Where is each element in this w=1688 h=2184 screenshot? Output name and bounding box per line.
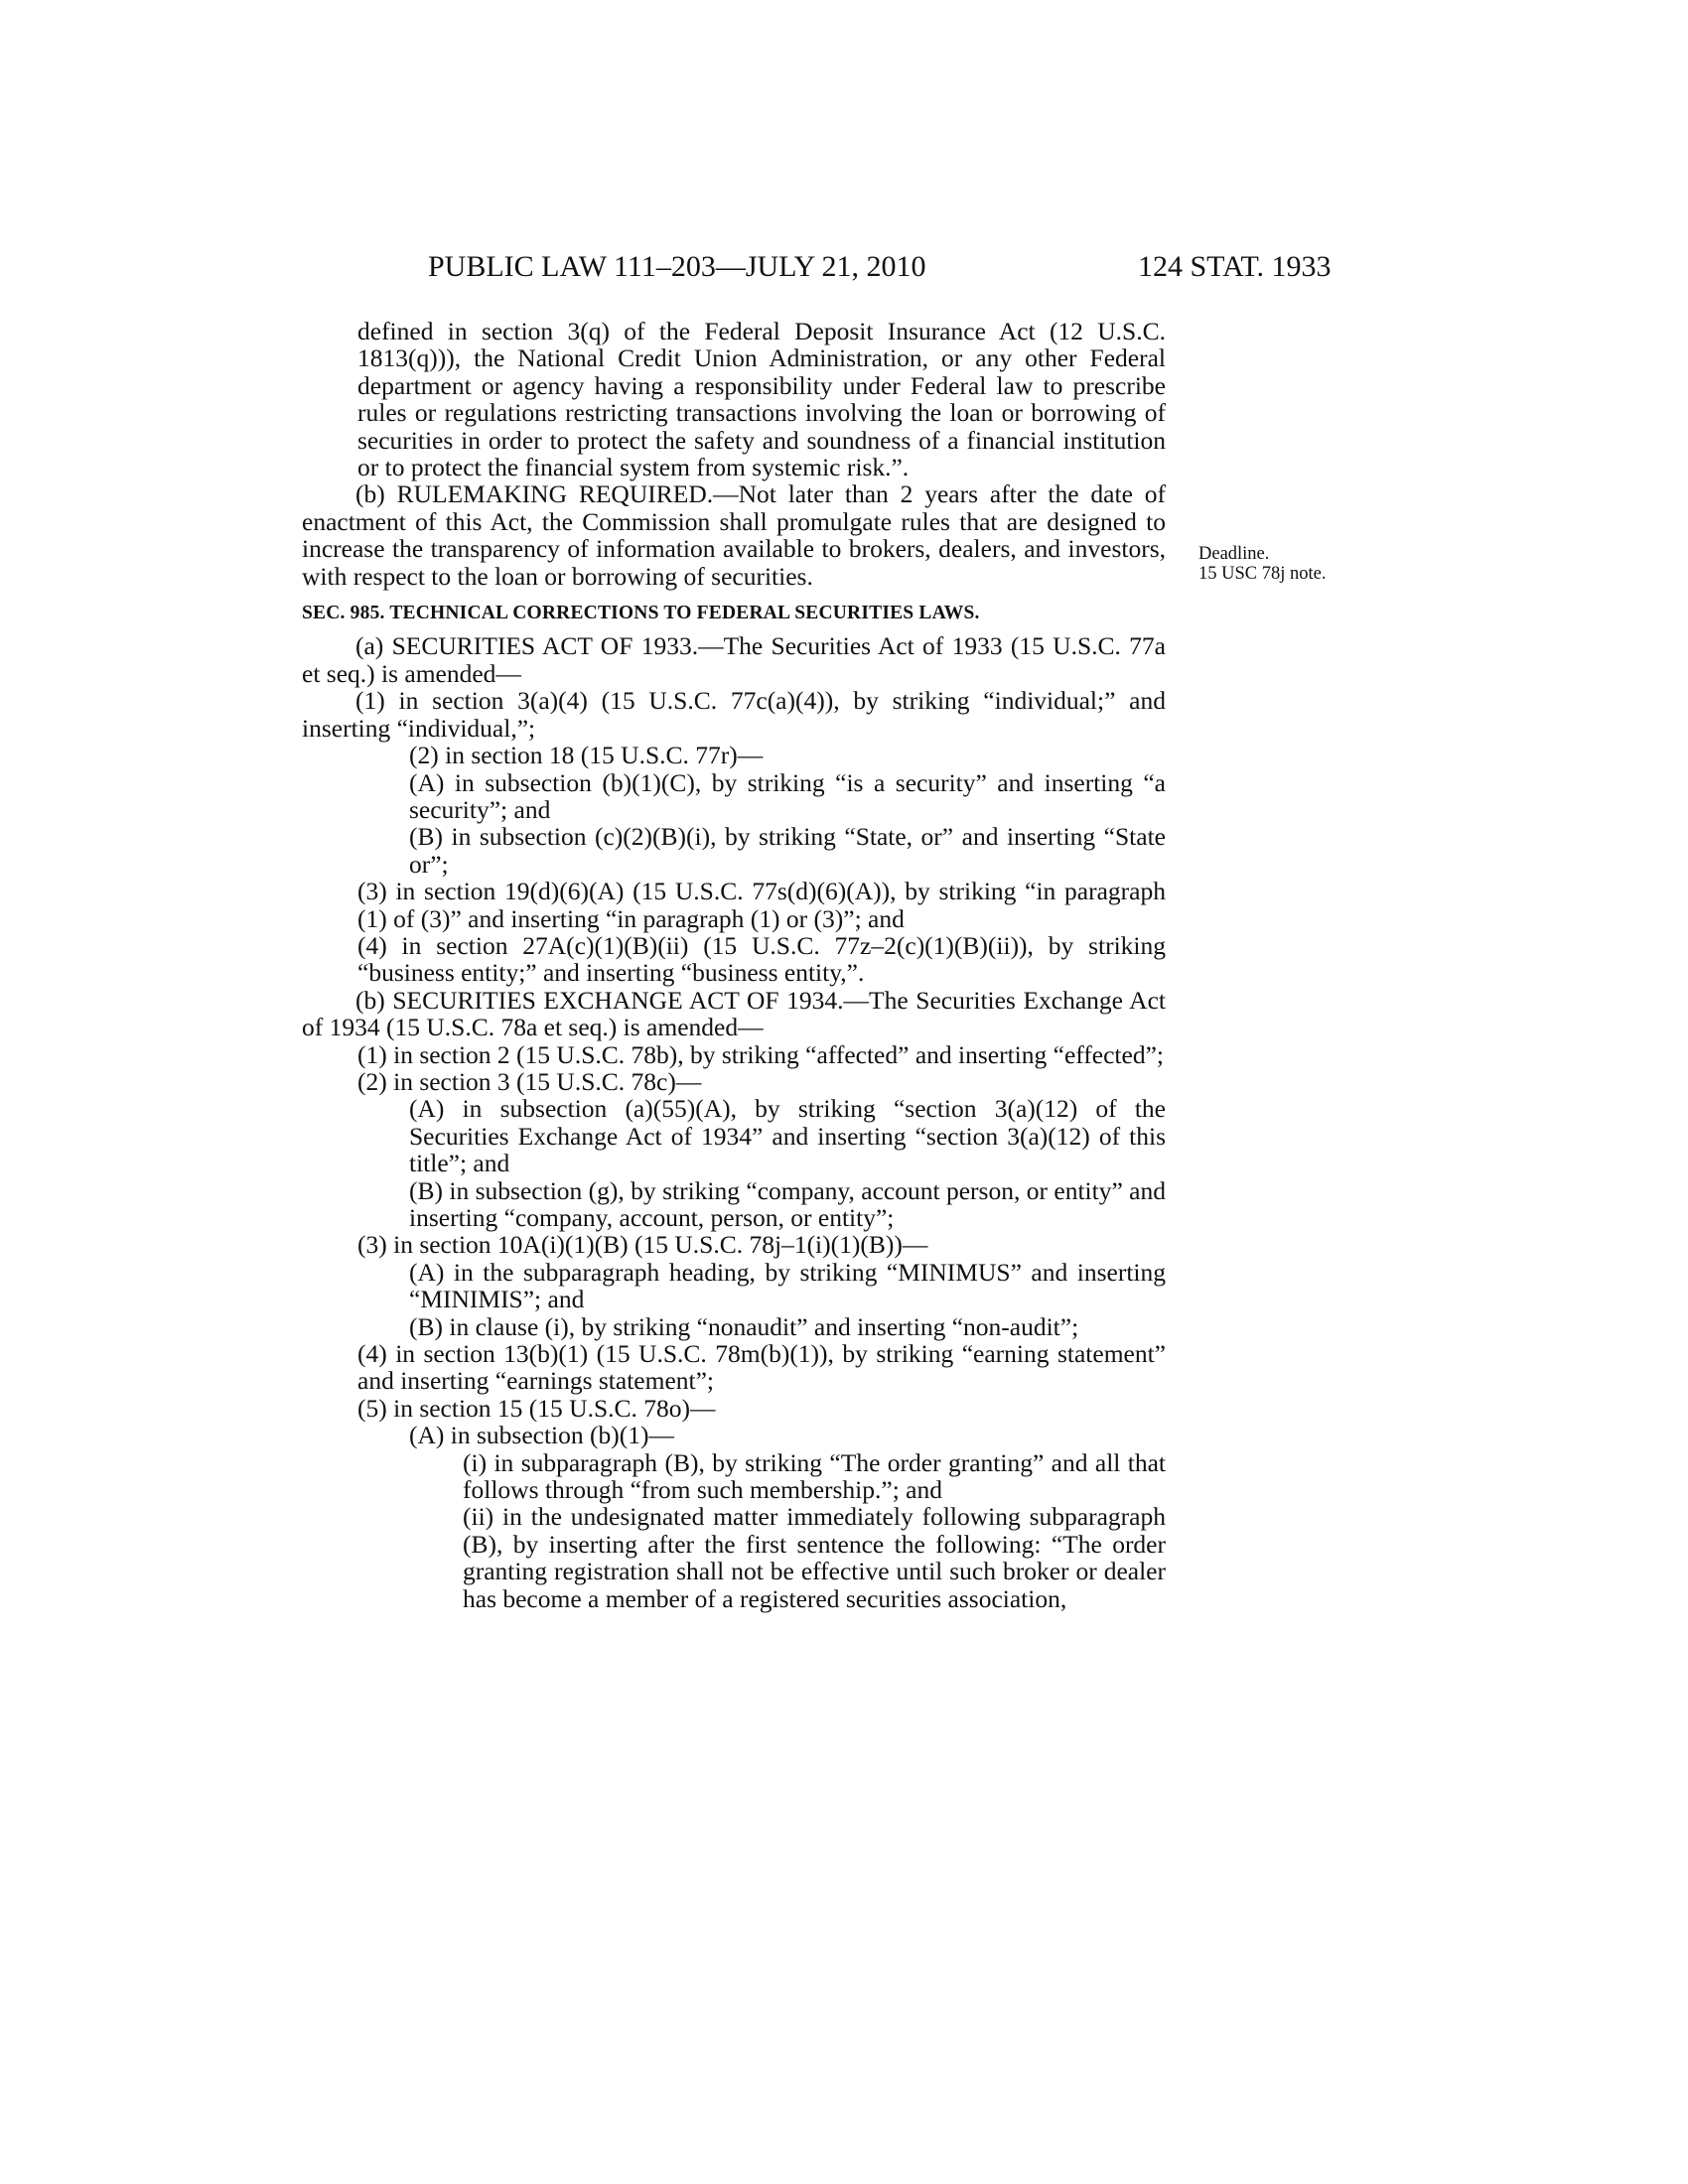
list-item: (4) in section 27A(c)(1)(B)(ii) (15 U.S.C. 77z–2(c)(1)(B)(ii)), by striking “business entity;” and inserting “business entity,”.: [357, 930, 1166, 988]
list-item: (B) in clause (i), by striking “nonaudit” and inserting “non-audit”;: [409, 1311, 1079, 1341]
paragraph-continuation: defined in section 3(q) of the Federal Deposit Insurance Act (12 U.S.C. 1813(q))), the National Credit Union Administration, or any other Federal department or agency having a responsibility under Federal law to prescribe rules or regulations restricting transactions involving the loan or borrowing of securities in order to protect the safety and soundness of a financial institution or to protect the financial system from systemic risk.”.: [357, 317, 1166, 482]
list-item: (B) in subsection (g), by striking “company, account person, or entity” and inserting “company, account, person, or entity”;: [409, 1175, 1166, 1232]
list-item: (3) in section 10A(i)(1)(B) (15 U.S.C. 78j–1(i)(1)(B))—: [357, 1230, 928, 1260]
margin-note-citation: 15 USC 78j note.: [1198, 564, 1327, 584]
list-item: (1) in section 3(a)(4) (15 U.S.C. 77c(a)(4)), by striking “individual;” and inserting “individual,”;: [302, 686, 1166, 743]
margin-note-deadline: Deadline.: [1198, 544, 1270, 564]
paragraph-rulemaking-required: (b) RULEMAKING REQUIRED.—Not later than 2 years after the date of enactment of this Act, the Commission shall promulgate rules that are designed to increase the transparency of information available to brokers, dealers, and investors, with respect to the loan or borrowing of securities.: [302, 479, 1166, 591]
section-heading: SEC. 985. TECHNICAL CORRECTIONS TO FEDERAL SECURITIES LAWS.: [302, 603, 980, 624]
list-item: (5) in section 15 (15 U.S.C. 78o)—: [357, 1393, 716, 1423]
running-header-title: PUBLIC LAW 111–203—JULY 21, 2010: [428, 250, 926, 283]
page-reference: 124 STAT. 1933: [1138, 250, 1332, 283]
list-item: (A) in subsection (b)(1)—: [409, 1421, 674, 1450]
list-item: (ii) in the undesignated matter immediately following subparagraph (B), by inserting after the first sentence the following: “The order granting registration shall not be effective until such broker or dealer has become a member of a registered securities association,: [463, 1502, 1166, 1613]
list-item: (A) in subsection (a)(55)(A), by striking “section 3(a)(12) of the Securities Exchange Act of 1934” and inserting “section 3(a)(12) of this title”; and: [409, 1094, 1166, 1178]
list-item: (2) in section 18 (15 U.S.C. 77r)—: [409, 741, 764, 770]
paragraph-securities-act-1933: (a) SECURITIES ACT OF 1933.—The Securities Act of 1933 (15 U.S.C. 77a et seq.) is amended—: [302, 631, 1166, 688]
list-item: (1) in section 2 (15 U.S.C. 78b), by striking “affected” and inserting “effected”;: [357, 1039, 1164, 1069]
list-item: (2) in section 3 (15 U.S.C. 78c)—: [357, 1066, 702, 1096]
list-item: (4) in section 13(b)(1) (15 U.S.C. 78m(b)(1)), by striking “earning statement” and inserting “earnings statement”;: [357, 1339, 1166, 1396]
list-item: (i) in subparagraph (B), by striking “The order granting” and all that follows through “from such membership.”; and: [463, 1447, 1166, 1505]
document-body: [302, 318, 1166, 1612]
list-item: (3) in section 19(d)(6)(A) (15 U.S.C. 77s(d)(6)(A)), by striking “in paragraph (1) of (3)” and inserting “in paragraph (1) or (3)”; and: [357, 877, 1166, 933]
margin-notes: [1198, 544, 1326, 584]
list-item: (A) in subsection (b)(1)(C), by striking “is a security” and inserting “a security”; and: [409, 767, 1166, 824]
paragraph-securities-exchange-act-1934: (b) SECURITIES EXCHANGE ACT OF 1934.—The Securities Exchange Act of 1934 (15 U.S.C. 78a et seq.) is amended—: [302, 985, 1166, 1042]
list-item: (B) in subsection (c)(2)(B)(i), by striking “State, or” and inserting “State or”;: [409, 822, 1166, 879]
list-item: (A) in the subparagraph heading, by striking “MINIMUS” and inserting “MINIMIS”; and: [409, 1257, 1166, 1314]
